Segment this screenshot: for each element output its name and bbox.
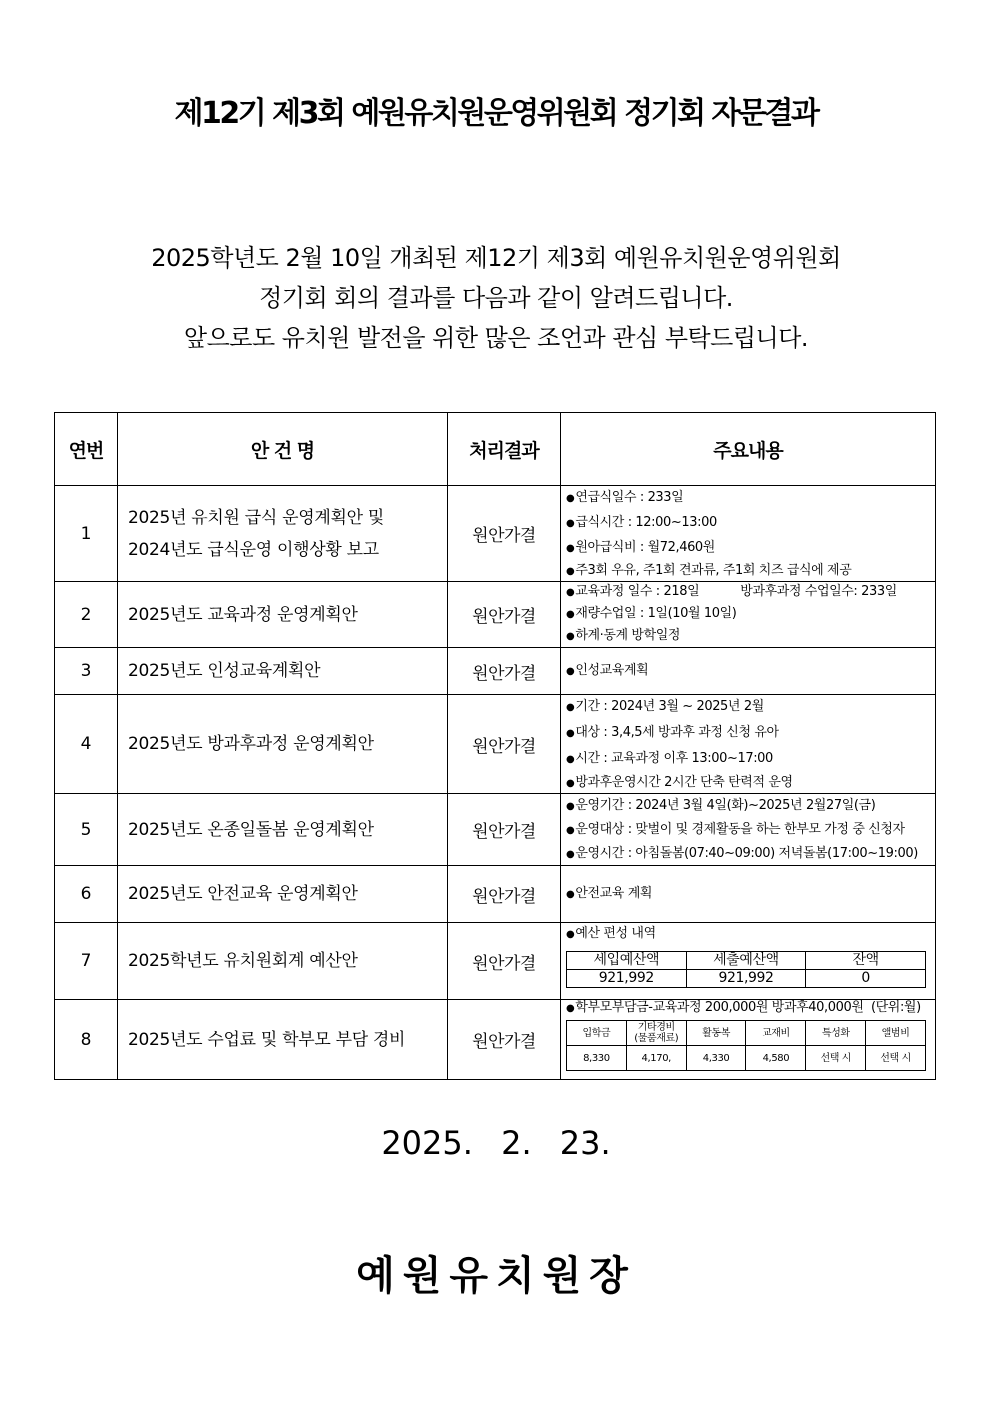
agenda-name <box>118 1000 448 1080</box>
document-date: 2025. 2. 23. <box>381 1124 611 1162</box>
main-content <box>561 695 936 794</box>
header-name: 안 건 명 <box>118 413 448 486</box>
fees-cell: 4,170, <box>626 1046 686 1071</box>
bullet-icon: ● <box>566 518 575 529</box>
fees-headers-row <box>567 1021 926 1046</box>
fees-cell: 기타경비 (물품재료) <box>626 1021 686 1046</box>
budget-headers-row <box>567 952 926 970</box>
content-item <box>566 843 935 865</box>
content-item <box>566 746 935 773</box>
header-result: 처리결과 <box>448 413 561 486</box>
bullet-icon: ● <box>566 754 575 765</box>
content-item-text: 대상 : 3,4,5세 방과후 과정 신청 유아 <box>575 725 779 740</box>
main-content <box>561 794 936 866</box>
agenda-name <box>118 695 448 794</box>
content-item <box>566 818 935 843</box>
content-item <box>566 486 935 511</box>
agenda-name-line: 2024년도 급식운영 이행상황 보고 <box>128 539 379 560</box>
content-item-text: 원아급식비 : 월72,460원 <box>575 540 715 555</box>
content-item-text: 운영기간 : 2024년 3월 4일(화)~2025년 2월27일(금) <box>575 798 876 813</box>
bullet-icon: ● <box>566 825 575 836</box>
agenda-name-line: 2025년 유치원 급식 운영계획안 및 <box>128 507 384 528</box>
content-item <box>566 695 935 720</box>
result-status: 원안가결 <box>448 1000 561 1080</box>
result-status: 원안가결 <box>448 695 561 794</box>
budget-cell: 세출예산액 <box>686 952 806 970</box>
table-header-row <box>55 413 936 486</box>
row-number: 1 <box>55 486 118 582</box>
document-title: 제12기 제3회 예원유치원운영위원회 정기회 자문결과 <box>174 96 818 131</box>
agenda-name <box>118 923 448 1000</box>
row-number: 6 <box>55 866 118 923</box>
agenda-name <box>118 648 448 695</box>
budget-cell: 0 <box>806 970 926 988</box>
table-row <box>55 1000 936 1080</box>
content-item-text: 운영시간 : 아침돌봄(07:40~09:00) 저녁돌봄(17:00~19:00) <box>575 846 918 861</box>
signature-kindergarten-director: 예원유치원장 <box>356 1253 636 1299</box>
content-item <box>566 625 935 647</box>
content-item-text: 학부모부담금-교육과정 200,000원 방과후40,000원 (단위:월) <box>575 1000 921 1015</box>
table-row <box>55 923 936 1000</box>
content-item <box>566 1000 935 1017</box>
content-item <box>566 536 935 561</box>
content-item-text: 하계·동계 방학일정 <box>575 628 681 643</box>
content-item-text: 예산 편성 내역 <box>575 926 656 941</box>
result-status: 원안가결 <box>448 866 561 923</box>
budget-table <box>566 951 926 988</box>
bullet-icon: ● <box>566 543 575 554</box>
row-number: 3 <box>55 648 118 695</box>
fees-cell: 특성화 <box>806 1021 866 1046</box>
content-item-text: 교육과정 일수 : 218일 방과후과정 수업일수: 233일 <box>575 584 897 599</box>
content-item-text: 안전교육 계획 <box>575 885 653 901</box>
result-status: 원안가결 <box>448 582 561 648</box>
bullet-icon: ● <box>566 888 575 900</box>
content-item <box>566 511 935 536</box>
fees-cell: 앨범비 <box>866 1021 926 1046</box>
bullet-icon: ● <box>566 566 575 577</box>
table-row <box>55 486 936 582</box>
result-status: 원안가결 <box>448 648 561 695</box>
fees-cell: 선택 시 <box>866 1046 926 1071</box>
content-item <box>566 883 935 906</box>
content-item <box>566 923 935 945</box>
content-item-text: 인성교육계획 <box>575 662 649 678</box>
main-content <box>561 486 936 582</box>
fees-cell: 8,330 <box>567 1046 627 1071</box>
bullet-icon: ● <box>566 778 575 789</box>
content-item <box>566 794 935 818</box>
content-item <box>566 582 935 603</box>
fees-cell: 4,580 <box>746 1046 806 1071</box>
bullet-icon: ● <box>566 801 575 812</box>
table-row <box>55 794 936 866</box>
content-item-text: 재량수업일 : 1일(10월 10일) <box>575 606 737 621</box>
agenda-name-line: 2025년도 안전교육 운영계획안 <box>128 884 358 904</box>
row-number: 7 <box>55 923 118 1000</box>
intro-line: 앞으로도 유치원 발전을 위한 많은 조언과 관심 부탁드립니다. <box>183 324 809 352</box>
agenda-name-line: 2025년도 방과후과정 운영계획안 <box>128 734 374 754</box>
content-item <box>566 660 935 683</box>
header-no: 연번 <box>55 413 118 486</box>
fees-cell: 4,330 <box>686 1046 746 1071</box>
content-item-text: 연급식일수 : 233일 <box>575 490 684 505</box>
fees-cell: 선택 시 <box>806 1046 866 1071</box>
agenda-name <box>118 866 448 923</box>
bullet-icon: ● <box>566 728 575 739</box>
intro-line: 2025학년도 2월 10일 개최된 제12기 제3회 예원유치원운영위원회 <box>151 244 841 272</box>
row-number: 2 <box>55 582 118 648</box>
table-row <box>55 648 936 695</box>
content-item-text: 주3회 우유, 주1회 견과류, 주1회 치즈 급식에 제공 <box>575 563 852 578</box>
bullet-icon: ● <box>566 493 575 504</box>
content-item-text: 운영대상 : 맞벌이 및 경제활동을 하는 한부모 가정 중 신청자 <box>575 822 905 837</box>
bullet-icon: ● <box>566 587 575 598</box>
main-content <box>561 866 936 923</box>
header-content: 주요내용 <box>561 413 936 486</box>
result-status: 원안가결 <box>448 486 561 582</box>
budget-cell: 잔액 <box>806 952 926 970</box>
row-number: 4 <box>55 695 118 794</box>
agenda-name <box>118 582 448 648</box>
result-status: 원안가결 <box>448 923 561 1000</box>
intro-line: 정기회 회의 결과를 다음과 같이 알려드립니다. <box>259 284 733 312</box>
content-item-text: 급식시간 : 12:00~13:00 <box>575 515 717 530</box>
agenda-name-line: 2025년도 수업료 및 학부모 부담 경비 <box>128 1029 406 1050</box>
bullet-icon: ● <box>566 1003 575 1014</box>
budget-cell: 921,992 <box>567 970 687 988</box>
content-item <box>566 773 935 793</box>
agenda-name-line: 2025년도 인성교육계획안 <box>128 661 321 681</box>
main-content <box>561 923 936 1000</box>
budget-values-row <box>567 970 926 988</box>
content-item <box>566 720 935 746</box>
main-content <box>561 582 936 648</box>
budget-cell: 세입예산액 <box>567 952 687 970</box>
result-status: 원안가결 <box>448 794 561 866</box>
intro-paragraph <box>0 238 992 358</box>
content-item <box>566 603 935 625</box>
agenda-name <box>118 486 448 582</box>
content-item <box>566 561 935 581</box>
row-number: 8 <box>55 1000 118 1080</box>
fees-cell: 입학금 <box>567 1021 627 1046</box>
bullet-icon: ● <box>566 849 575 860</box>
fees-cell: 활동복 <box>686 1021 746 1046</box>
main-content <box>561 648 936 695</box>
content-item-text: 기간 : 2024년 3월 ~ 2025년 2월 <box>575 699 764 714</box>
main-content <box>561 1000 936 1080</box>
budget-cell: 921,992 <box>686 970 806 988</box>
fees-table <box>566 1020 926 1071</box>
fees-values-row <box>567 1046 926 1071</box>
table-row <box>55 695 936 794</box>
bullet-icon: ● <box>566 702 575 713</box>
fees-cell: 교재비 <box>746 1021 806 1046</box>
bullet-icon: ● <box>566 929 575 940</box>
agenda-name <box>118 794 448 866</box>
agenda-name-line: 2025년도 온종일돌봄 운영계획안 <box>128 819 374 840</box>
bullet-icon: ● <box>566 665 575 677</box>
content-item-text: 시간 : 교육과정 이후 13:00~17:00 <box>575 751 773 766</box>
agenda-name-line: 2025년도 교육과정 운영계획안 <box>128 604 358 625</box>
results-table <box>54 412 936 1080</box>
agenda-name-line: 2025학년도 유치원회계 예산안 <box>128 951 358 971</box>
row-number: 5 <box>55 794 118 866</box>
content-item-text: 방과후운영시간 2시간 단축 탄력적 운영 <box>575 775 793 790</box>
bullet-icon: ● <box>566 631 575 642</box>
bullet-icon: ● <box>566 609 575 620</box>
table-row <box>55 866 936 923</box>
table-row <box>55 582 936 648</box>
